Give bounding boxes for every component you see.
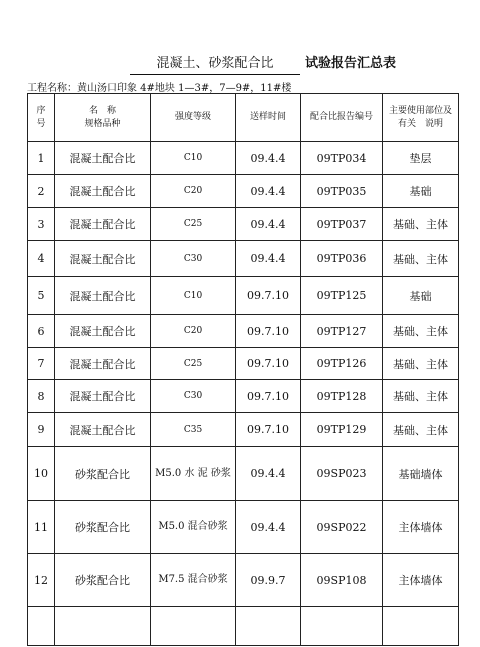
cell-name: 混凝土配合比 [55,142,151,175]
cell-usage: 基础、主体 [383,315,459,348]
cell-report: 09SP023 [301,447,383,501]
cell-usage: 垫层 [383,142,459,175]
cell-usage: 主体墙体 [383,554,459,607]
cell-usage: 基础、主体 [383,241,459,277]
cell-report: 09TP126 [301,348,383,380]
cell-usage: 基础 [383,277,459,315]
cell-report: 09TP036 [301,241,383,277]
cell-no [28,607,55,646]
cell-no: 3 [28,208,55,241]
cell-report: 09TP037 [301,208,383,241]
cell-usage: 基础墙体 [383,447,459,501]
cell-no: 12 [28,554,55,607]
cell-usage: 基础、主体 [383,208,459,241]
cell-no: 9 [28,413,55,447]
cell-no: 5 [28,277,55,315]
cell-usage: 主体墙体 [383,501,459,554]
table-row [28,380,459,413]
cell-no: 4 [28,241,55,277]
header-report: 配合比报告编号 [301,94,383,142]
cell-date [236,607,301,646]
title-rest: 试验报告汇总表 [305,56,397,71]
header-grade: 强度等级 [151,94,236,142]
table-row-empty [28,607,459,646]
cell-date: 09.9.7 [236,554,301,607]
cell-date: 09.7.10 [236,277,301,315]
summary-table [27,93,459,646]
cell-name: 混凝土配合比 [55,241,151,277]
cell-name: 混凝土配合比 [55,208,151,241]
cell-no: 8 [28,380,55,413]
cell-usage: 基础、主体 [383,348,459,380]
cell-usage: 基础 [383,175,459,208]
table-row [28,348,459,380]
cell-name: 混凝土配合比 [55,315,151,348]
title-underlined: 混凝土、砂浆配合比 [130,52,300,75]
cell-report: 09TP035 [301,175,383,208]
cell-no: 7 [28,348,55,380]
project-name: 工程名称：黄山汤口印象 4#地块 1—3#，7—9#，11#楼 [27,83,292,94]
cell-date: 09.7.10 [236,380,301,413]
cell-date: 09.7.10 [236,315,301,348]
cell-report: 09TP034 [301,142,383,175]
cell-no: 1 [28,142,55,175]
cell-name: 混凝土配合比 [55,175,151,208]
cell-grade: C20 [151,315,236,348]
cell-name: 混凝土配合比 [55,277,151,315]
header-no: 序 号 [28,94,55,142]
cell-grade: C20 [151,175,236,208]
header-name: 名 称 规格品种 [55,94,151,142]
cell-name: 混凝土配合比 [55,348,151,380]
cell-no: 2 [28,175,55,208]
cell-report: 09TP127 [301,315,383,348]
header-date: 送样时间 [236,94,301,142]
cell-grade [151,607,236,646]
table-row [28,208,459,241]
cell-usage: 基础、主体 [383,380,459,413]
cell-grade: C25 [151,208,236,241]
table-row [28,413,459,447]
cell-no: 10 [28,447,55,501]
cell-usage: 基础、主体 [383,413,459,447]
cell-grade: C10 [151,142,236,175]
table-header-row [28,94,459,142]
cell-date: 09.4.4 [236,208,301,241]
cell-grade: M5.0 水 泥 砂浆 [151,447,236,501]
table-row [28,554,459,607]
cell-no: 11 [28,501,55,554]
cell-report [301,607,383,646]
table-row [28,501,459,554]
cell-name: 混凝土配合比 [55,413,151,447]
document-title [0,50,480,74]
cell-name: 砂浆配合比 [55,501,151,554]
header-usage: 主要使用部位及有关 说明 [383,94,459,142]
cell-date: 09.4.4 [236,241,301,277]
cell-grade: M7.5 混合砂浆 [151,554,236,607]
table-row [28,447,459,501]
cell-name [55,607,151,646]
cell-date: 09.7.10 [236,348,301,380]
cell-date: 09.4.4 [236,447,301,501]
cell-report: 09TP128 [301,380,383,413]
table-row [28,241,459,277]
cell-no: 6 [28,315,55,348]
cell-date: 09.4.4 [236,501,301,554]
cell-grade: C35 [151,413,236,447]
table-row [28,277,459,315]
cell-date: 09.4.4 [236,175,301,208]
cell-report: 09SP108 [301,554,383,607]
cell-report: 09TP125 [301,277,383,315]
cell-name: 砂浆配合比 [55,554,151,607]
cell-date: 09.7.10 [236,413,301,447]
table-row [28,142,459,175]
table-row [28,315,459,348]
cell-grade: C10 [151,277,236,315]
cell-grade: M5.0 混合砂浆 [151,501,236,554]
cell-name: 砂浆配合比 [55,447,151,501]
cell-usage [383,607,459,646]
cell-date: 09.4.4 [236,142,301,175]
cell-grade: C25 [151,348,236,380]
cell-grade: C30 [151,380,236,413]
cell-report: 09SP022 [301,501,383,554]
cell-report: 09TP129 [301,413,383,447]
cell-name: 混凝土配合比 [55,380,151,413]
cell-grade: C30 [151,241,236,277]
table-row [28,175,459,208]
